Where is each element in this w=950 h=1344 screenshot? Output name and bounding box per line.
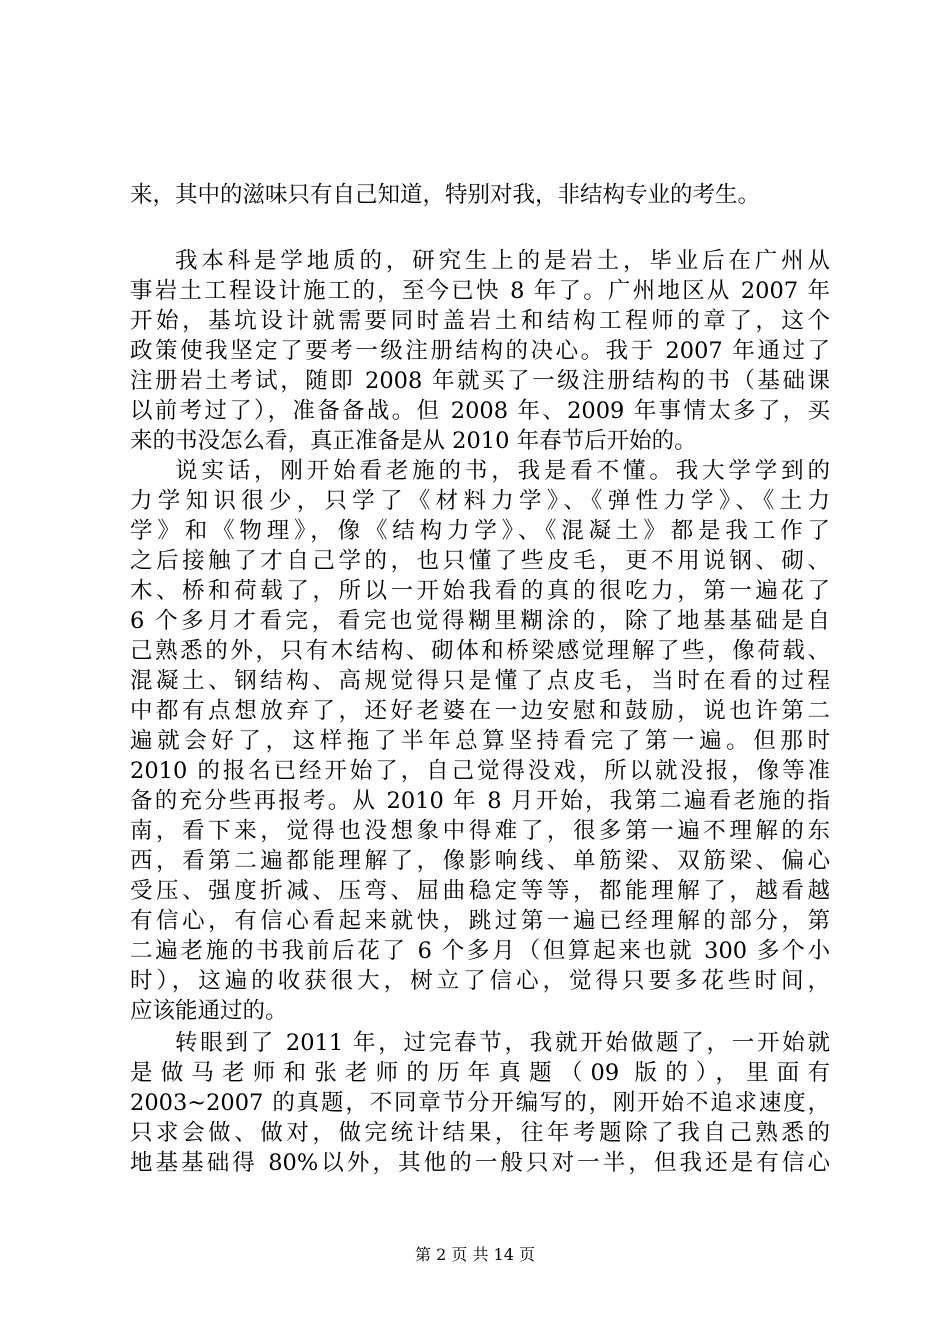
text-line: 事岩土工程设计施工的，至今已快 8 年了。广州地区从 2007 年 <box>130 278 830 304</box>
text-line: 中都有点想放弃了，还好老婆在一边安慰和鼓励，说也许第二 <box>130 698 830 724</box>
text-line: 备的充分些再报考。从 2010 年 8 月开始，我第二遍看老施的指 <box>130 788 830 814</box>
text-line: 地基基础得 80%以外，其他的一般只对一半，但我还是有信心 <box>130 1150 830 1176</box>
text-line: 政策使我坚定了要考一级注册结构的决心。我于 2007 年通过了 <box>130 338 830 364</box>
text-line: 混凝土、钢结构、高规觉得只是懂了点皮毛，当时在看的过程 <box>130 668 830 694</box>
text-line: 二遍老施的书我前后花了 6 个多月（但算起来也就 300 多个小 <box>130 938 830 964</box>
text-line: 是做马老师和张老师的历年真题（09 版的），里面有 <box>130 1060 830 1086</box>
page-footer: 第 2 页 共 14 页 <box>415 1245 535 1264</box>
text-line: 来，其中的滋味只有自己知道，特别对我，非结构专业的考生。 <box>130 182 761 208</box>
text-line: 说实话，刚开始看老施的书，我是看不懂。我大学学到的 <box>175 458 830 484</box>
text-line: 注册岩土考试，随即 2008 年就买了一级注册结构的书（基础课 <box>130 368 830 394</box>
text-line: 只求会做、做对，做完统计结果，往年考题除了我自己熟悉的 <box>130 1120 830 1146</box>
text-line: 2003~2007 的真题，不同章节分开编写的，刚开始不追求速度， <box>130 1090 830 1116</box>
text-line: 受压、强度折减、压弯、屈曲稳定等等，都能理解了，越看越 <box>130 878 830 904</box>
text-line: 时），这遍的收获很大，树立了信心，觉得只要多花些时间， <box>130 968 830 994</box>
text-line: 2010 的报名已经开始了，自己觉得没戏，所以就没报，像等准 <box>130 758 830 784</box>
text-line: 己熟悉的外，只有木结构、砌体和桥梁感觉理解了些，像荷载、 <box>130 638 830 664</box>
text-line: 应该能通过的。 <box>130 998 288 1024</box>
text-line: 遍就会好了，这样拖了半年总算坚持看完了第一遍。但那时 <box>130 728 830 754</box>
text-line: 我本科是学地质的，研究生上的是岩土，毕业后在广州从 <box>175 248 830 274</box>
text-line: 之后接触了才自己学的，也只懂了些皮毛，更不用说钢、砌、 <box>130 548 830 574</box>
text-line: 西，看第二遍都能理解了，像影响线、单筋梁、双筋梁、偏心 <box>130 848 830 874</box>
text-line: 转眼到了 2011 年，过完春节，我就开始做题了，一开始就 <box>175 1030 830 1056</box>
text-line: 南，看下来，觉得也没想象中得难了，很多第一遍不理解的东 <box>130 818 830 844</box>
text-line: 6 个多月才看完，看完也觉得糊里糊涂的，除了地基基础是自 <box>130 608 830 634</box>
text-line: 木、桥和荷载了，所以一开始我看的真的很吃力，第一遍花了 <box>130 578 830 604</box>
text-line: 以前考过了），准备备战。但 2008 年、2009 年事情太多了，买 <box>130 398 830 424</box>
text-line: 力学知识很少，只学了《材料力学》、《弹性力学》、《土力 <box>130 488 830 514</box>
text-line: 开始，基坑设计就需要同时盖岩土和结构工程师的章了，这个 <box>130 308 830 334</box>
text-line: 来的书没怎么看，真正准备是从 2010 年春节后开始的。 <box>130 428 697 454</box>
text-line: 有信心，有信心看起来就快，跳过第一遍已经理解的部分，第 <box>130 908 830 934</box>
text-line: 学》和《物理》，像《结构力学》、《混凝土》都是我工作了 <box>130 518 830 544</box>
